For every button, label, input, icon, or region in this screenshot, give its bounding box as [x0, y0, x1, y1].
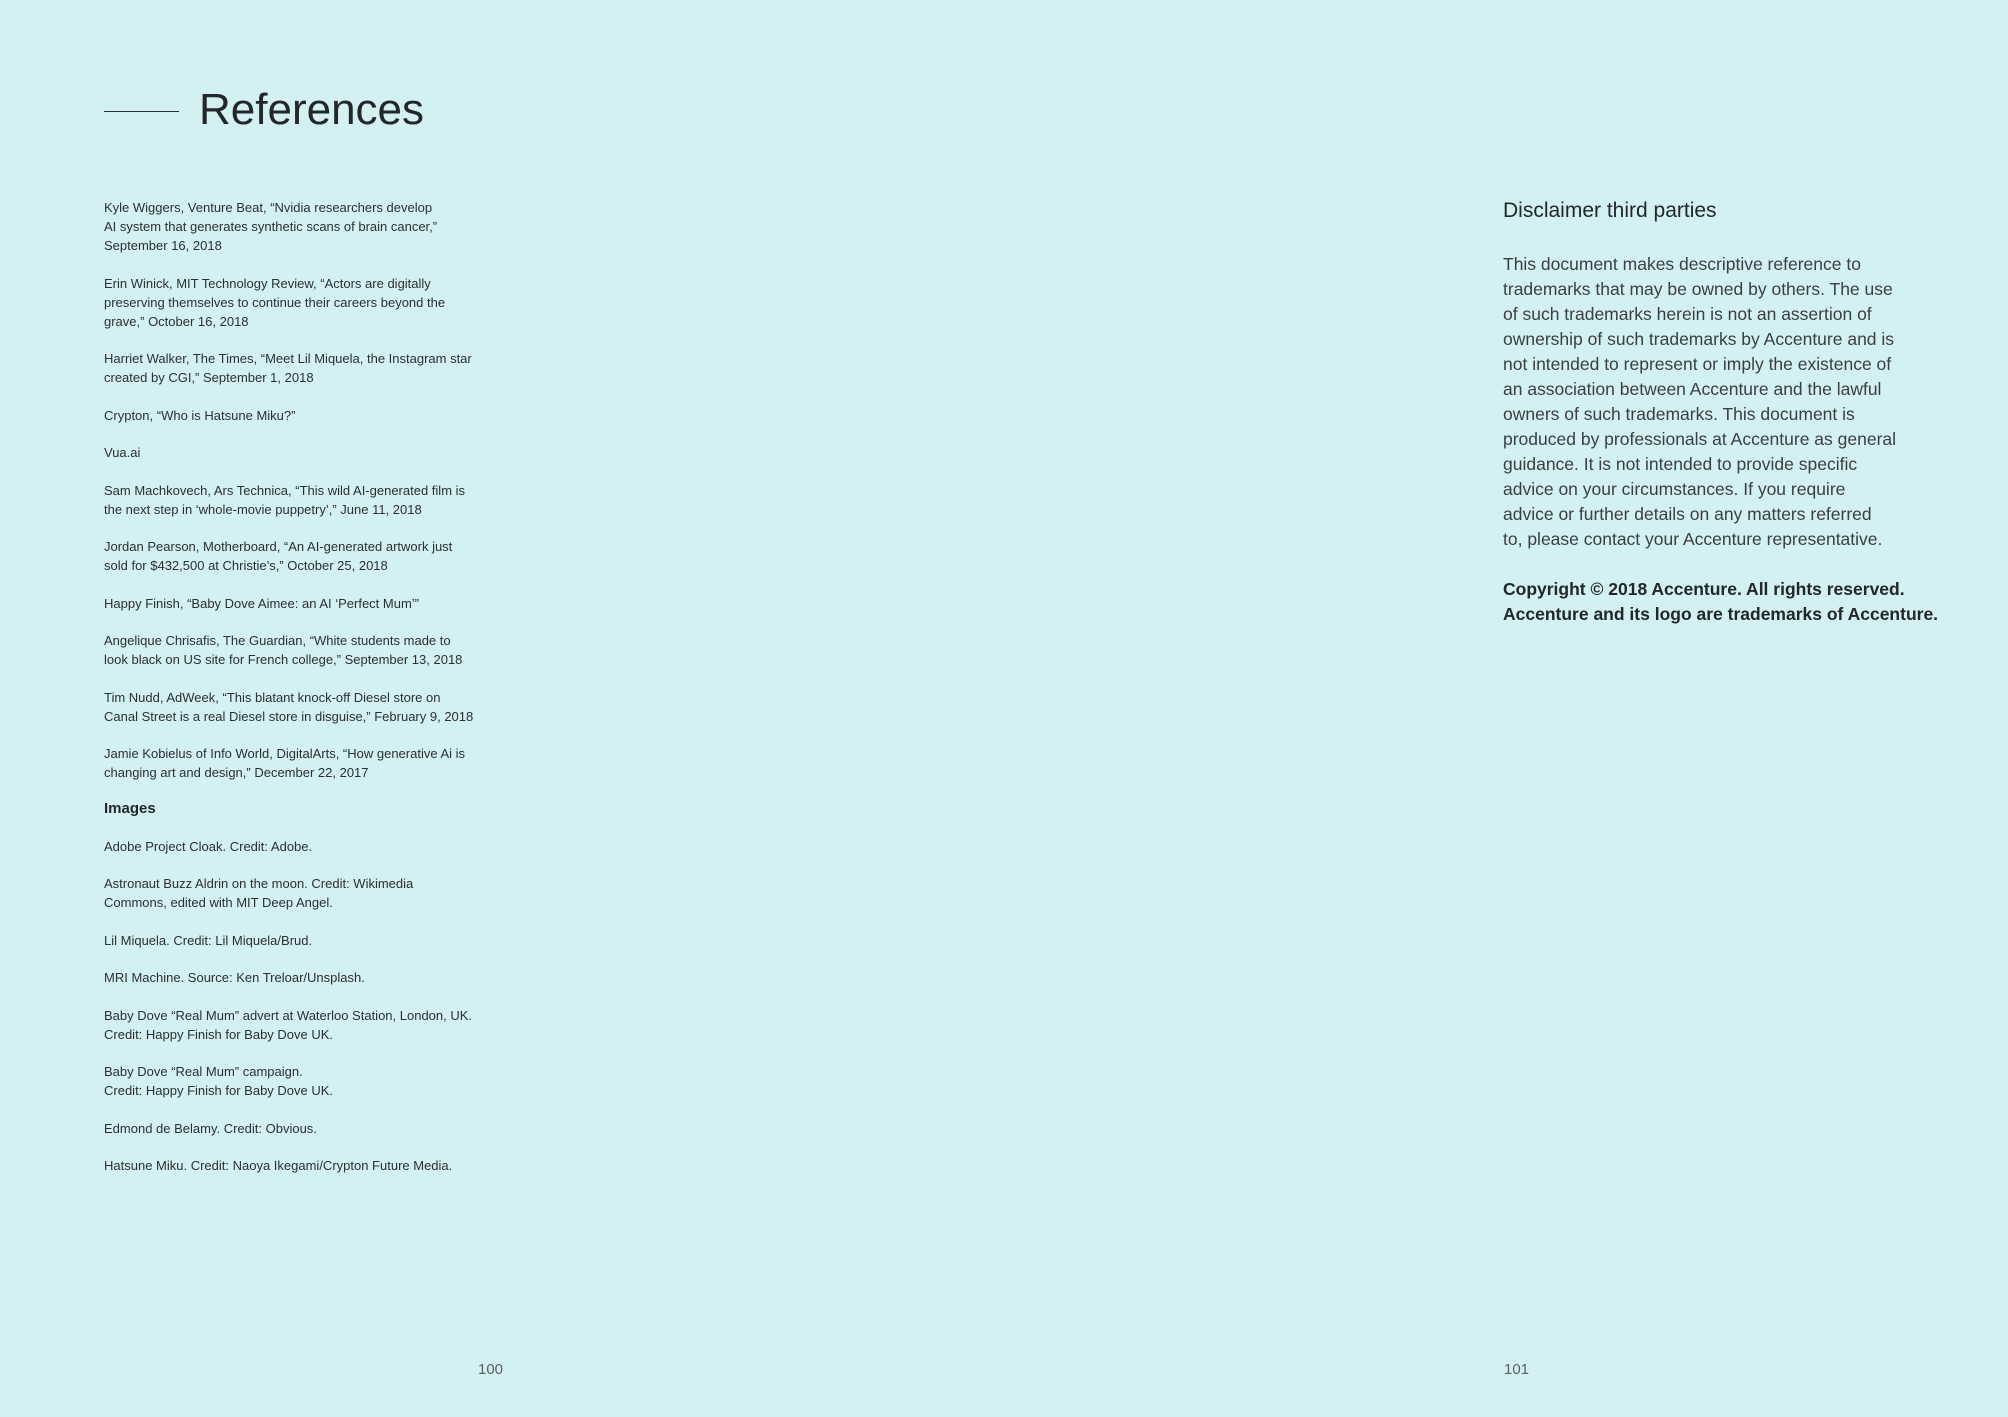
disclaimer-section	[1503, 197, 1973, 627]
reference-item	[104, 481, 484, 519]
image-credit-item	[104, 1006, 484, 1044]
page-title: References	[199, 85, 425, 134]
reference-item-line: Erin Winick, MIT Technology Review, “Actors are digitally	[104, 275, 431, 291]
reference-item-line: preserving themselves to continue their careers beyond the	[104, 294, 446, 310]
disclaimer-line: to, please contact your Accenture representative.	[1503, 529, 1883, 549]
disclaimer-line: an association between Accenture and the lawful	[1503, 379, 1882, 399]
reference-item-line: Canal Street is a real Diesel store in disguise,” February 9, 2018	[104, 708, 474, 724]
reference-item-line: Angelique Chrisafis, The Guardian, “White students made to	[104, 633, 451, 648]
disclaimer-line: owners of such trademarks. This document is	[1503, 404, 1855, 424]
reference-item-line: sold for $432,500 at Christie’s,” October 25, 2018	[104, 558, 388, 573]
reference-item-line: Jordan Pearson, Motherboard, “An AI-generated artwork just	[104, 539, 453, 554]
disclaimer-body	[1503, 252, 1973, 552]
reference-item-line: September 16, 2018	[104, 238, 222, 253]
title-rule	[104, 111, 179, 112]
disclaimer-line: This document makes descriptive reference to	[1503, 254, 1861, 274]
reference-item-line: Kyle Wiggers, Venture Beat, “Nvidia researchers develop	[104, 200, 433, 215]
reference-list	[104, 198, 484, 782]
disclaimer-line: ownership of such trademarks by Accenture and is	[1503, 329, 1895, 349]
disclaimer-line: of such trademarks herein is not an assertion of	[1503, 304, 1872, 324]
reference-item	[104, 198, 484, 255]
page-number-left: 100	[478, 1361, 504, 1378]
reference-item-line: Happy Finish, “Baby Dove Aimee: an AI ‘Perfect Mum’”	[104, 595, 420, 611]
image-credit-item-line: Baby Dove “Real Mum” advert at Waterloo Station, London, UK.	[104, 1007, 473, 1023]
image-credit-item	[104, 1156, 484, 1175]
copyright-line: Copyright © 2018 Accenture. All rights reserved.	[1503, 579, 1905, 599]
reference-item-line: Harriet Walker, The Times, “Meet Lil Miquela, the Instagram star	[104, 351, 472, 366]
image-credit-item	[104, 968, 484, 987]
reference-item	[104, 274, 484, 331]
disclaimer-line: produced by professionals at Accenture as general	[1503, 429, 1897, 449]
image-credit-item	[104, 837, 484, 856]
image-credit-item	[104, 1062, 484, 1100]
image-credit-item-line: Commons, edited with MIT Deep Angel.	[104, 895, 333, 910]
disclaimer-line: advice or further details on any matters referred	[1503, 504, 1872, 524]
image-credit-item-line: Baby Dove “Real Mum” campaign.	[104, 1064, 303, 1079]
reference-item-line: Crypton, “Who is Hatsune Miku?”	[104, 407, 296, 423]
image-credit-list	[104, 837, 484, 1176]
disclaimer-heading: Disclaimer third parties	[1503, 199, 1717, 222]
image-credit-item-line: Adobe Project Cloak. Credit: Adobe.	[104, 838, 313, 854]
reference-item	[104, 443, 484, 462]
reference-item	[104, 537, 484, 575]
reference-item	[104, 688, 484, 726]
references-column	[104, 198, 484, 1194]
image-credit-item	[104, 931, 484, 950]
image-credit-item-line: Credit: Happy Finish for Baby Dove UK.	[104, 1026, 334, 1042]
image-credit-item-line: Astronaut Buzz Aldrin on the moon. Credit: Wikimedia	[104, 876, 414, 891]
reference-item-line: Vua.ai	[104, 445, 141, 460]
reference-item-line: look black on US site for French college,” September 13, 2018	[104, 652, 463, 667]
image-credit-item	[104, 874, 484, 912]
image-credit-item-line: Lil Miquela. Credit: Lil Miquela/Brud.	[104, 932, 313, 948]
copyright-line: Accenture and its logo are trademarks of Accenture.	[1503, 604, 1939, 624]
reference-item-line: AI system that generates synthetic scans of brain cancer,”	[104, 219, 438, 234]
image-credit-item-line: Hatsune Miku. Credit: Naoya Ikegami/Crypton Future Media.	[104, 1158, 453, 1173]
reference-item-line: changing art and design,” December 22, 2017	[104, 765, 369, 780]
image-credit-item	[104, 1119, 484, 1138]
disclaimer-line: advice on your circumstances. If you require	[1503, 479, 1846, 499]
reference-item	[104, 631, 484, 669]
copyright-notice	[1503, 577, 1973, 627]
reference-item	[104, 594, 484, 613]
disclaimer-line: not intended to represent or imply the existence of	[1503, 354, 1892, 374]
page-number-right: 101	[1504, 1361, 1530, 1378]
image-credit-item-line: Credit: Happy Finish for Baby Dove UK.	[104, 1083, 334, 1098]
images-heading: Images	[104, 799, 156, 817]
reference-item-line: created by CGI,” September 1, 2018	[104, 370, 314, 385]
reference-item-line: Tim Nudd, AdWeek, “This blatant knock-off Diesel store on	[104, 689, 441, 705]
disclaimer-line: trademarks that may be owned by others. The use	[1503, 279, 1893, 299]
reference-item-line: Jamie Kobielus of Info World, DigitalArts, “How generative Ai is	[104, 746, 466, 761]
reference-item	[104, 406, 484, 425]
image-credit-item-line: Edmond de Belamy. Credit: Obvious.	[104, 1120, 317, 1136]
reference-item	[104, 349, 484, 387]
image-credit-item-line: MRI Machine. Source: Ken Treloar/Unsplash.	[104, 970, 365, 985]
reference-item	[104, 744, 484, 782]
reference-item-line: the next step in ‘whole-movie puppetry’,” June 11, 2018	[104, 501, 422, 517]
reference-item-line: Sam Machkovech, Ars Technica, “This wild AI-generated film is	[104, 482, 466, 498]
reference-item-line: grave,” October 16, 2018	[104, 313, 249, 329]
disclaimer-line: guidance. It is not intended to provide specific	[1503, 454, 1858, 474]
